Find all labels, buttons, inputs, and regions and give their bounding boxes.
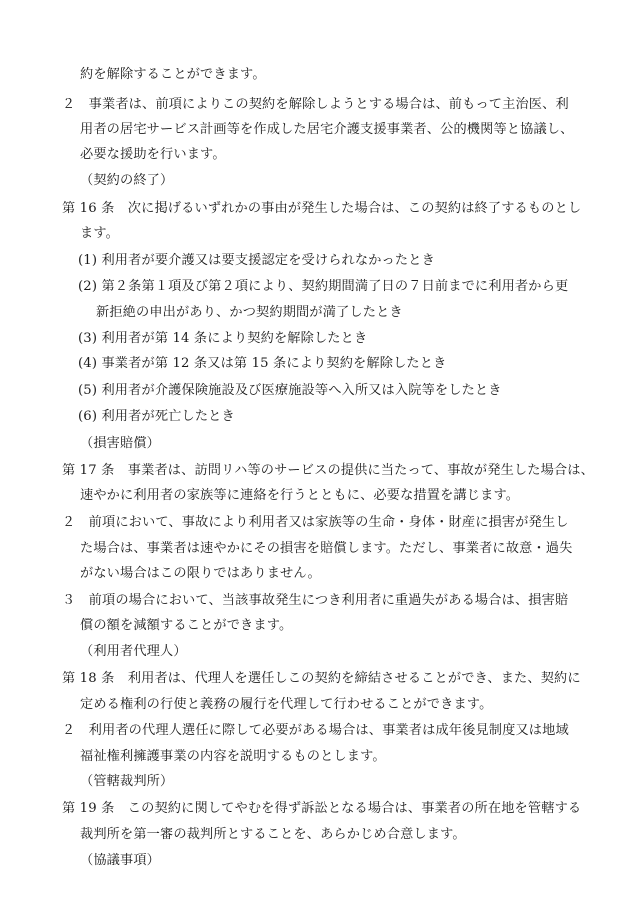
list-item: (2) 第２条第１項及び第２項により、契約期間満了日の７日前までに利用者から更	[78, 279, 569, 294]
list-item: (6) 利用者が死亡したとき	[78, 409, 235, 424]
text-line: 新拒絶の申出があり、かつ契約期間が満了したとき	[96, 305, 403, 320]
text-line: 定める権利の行使と義務の履行を代理して行わせることができます。	[80, 697, 493, 712]
list-item: (4) 事業者が第 12 条又は第 15 条により契約を解除したとき	[78, 356, 447, 371]
list-item: (1) 利用者が要介護又は要支援認定を受けられなかったとき	[78, 253, 435, 268]
text-line: 必要な援助を行います。	[80, 147, 226, 162]
text-line: 償の額を減額することができます。	[80, 618, 293, 633]
text-line: 裁判所を第一審の裁判所とすることを、あらかじめ合意します。	[80, 827, 466, 842]
text-line: 福祉権利擁護事業の内容を説明するものとします。	[80, 749, 386, 764]
section-heading-court: （管轄裁判所）	[80, 774, 174, 789]
paragraph-2-line: ２ 前項において、事故により利用者又は家族等の生命・身体・財産に損害が発生し	[62, 515, 569, 530]
text-line: 約を解除することができます。	[80, 67, 266, 82]
section-heading-agent: （利用者代理人）	[80, 644, 187, 659]
paragraph-2-line: ２ 利用者の代理人選任に際して必要がある場合は、事業者は成年後見制度又は地域	[62, 723, 569, 738]
article-19: 第 19 条 この契約に関してやむを得ず訴訟となる場合は、事業者の所在地を管轄する	[62, 801, 582, 816]
text-line: がない場合はこの限りではありません。	[80, 566, 321, 581]
paragraph-2-line: ２ 事業者は、前項によりこの契約を解除しようとする場合は、前もって主治医、利	[62, 97, 569, 112]
section-heading-consultation: （協議事項）	[80, 853, 161, 868]
paragraph-3-line: ３ 前項の場合において、当該事故発生につき利用者に重過失がある場合は、損害賠	[62, 593, 569, 608]
text-line: 速やかに利用者の家族等に連絡を行うとともに、必要な措置を講じます。	[80, 488, 520, 503]
article-17: 第 17 条 事業者は、訪問リハ等のサービスの提供に当たって、事故が発生した場合は、	[62, 463, 594, 478]
list-item: (5) 利用者が介護保険施設及び医療施設等へ入所又は入院等をしたとき	[78, 383, 502, 398]
list-item: (3) 利用者が第 14 条により契約を解除したとき	[78, 331, 368, 346]
text-line: 用者の居宅サービス計画等を作成した居宅介護支援事業者、公的機関等と協議し、	[80, 122, 574, 137]
article-18: 第 18 条 利用者は、代理人を選任しこの契約を締結させることができ、また、契約に	[62, 671, 581, 686]
text-line: ます。	[80, 226, 119, 241]
article-16: 第 16 条 次に掲げるいずれかの事由が発生した場合は、この契約は終了するものとし	[62, 201, 582, 216]
section-heading-damages: （損害賠償）	[80, 436, 161, 451]
text-line: た場合は、事業者は速やかにその損害を賠償します。ただし、事業者に故意・過失	[80, 541, 573, 556]
section-heading-termination: （契約の終了）	[80, 173, 174, 188]
